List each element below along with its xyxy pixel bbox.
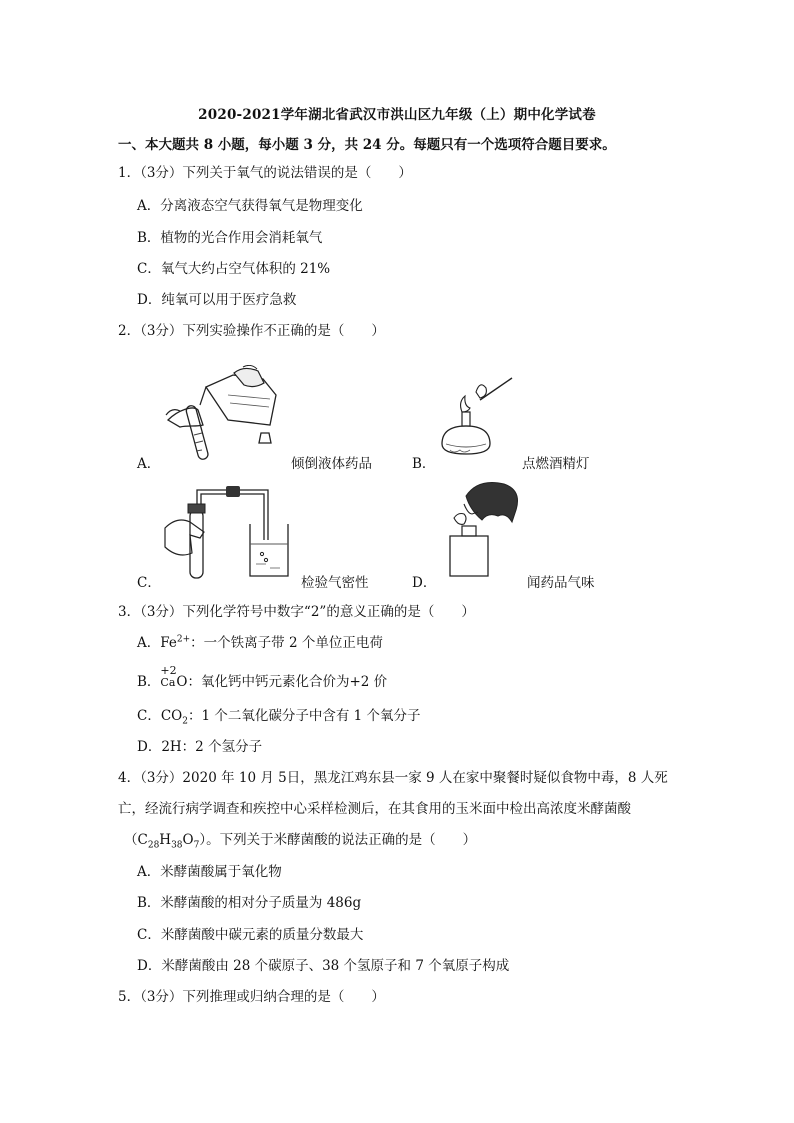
q3-option-b: B． +2 CaO：氧化钙中钙元素化合价为+2 价 [137,664,388,690]
q4-option-a: A．米酵菌酸属于氧化物 [137,864,282,880]
q3-stem: 3．（3分）下列化学符号中数字“2”的意义正确的是（ ） [118,604,475,620]
q2-option-b-letter: B． [412,456,436,472]
q1-option-b: B．植物的光合作用会消耗氧气 [137,230,323,246]
q3-option-d: D．2H：2 个氢分子 [137,739,263,755]
alcohol-lamp-figure [432,372,522,467]
q3-option-a: A．$Fe^{2+}$：一个铁离子带 2 个单位正电荷 [137,634,383,651]
section-header: 一、本大题共 8 小题，每小题 3 分，共 24 分。每题只有一个选项符合题目要求。 [118,137,616,153]
gas-tightness-figure [160,480,300,582]
smelling-chemical-figure [440,478,525,580]
q2-option-b-caption: 点燃酒精灯 [522,456,590,472]
q2-option-d-letter: D． [412,575,437,591]
q1-option-c: C．氧气大约占空气体积的 21% [137,261,331,277]
q1-stem: 1．（3分）下列关于氧气的说法错误的是（ ） [118,165,412,181]
page-title: 2020-2021学年湖北省武汉市洪山区九年级（上）期中化学试卷 [198,107,596,123]
q4-stem-line1: 4．（3分）2020 年 10 月 5日，黑龙江鸡东县一家 9 人在家中聚餐时疑似食物中毒，8 人死 [118,770,668,786]
q3-option-c: C．$CO_2$：1 个二氧化碳分子中含有 1 个氧分子 [137,708,421,727]
pouring-liquid-figure [158,365,288,465]
q5-stem: 5．（3分）下列推理或归纳合理的是（ ） [118,989,385,1005]
q2-stem: 2．（3分）下列实验操作不正确的是（ ） [118,323,385,339]
q1-option-d: D．纯氧可以用于医疗急救 [137,292,297,308]
q4-stem-line3: $(C_{28}H_{38}O_7)$。下列关于米酵菌酸的说法正确的是（ ） [124,832,477,851]
q1-option-a: A．分离液态空气获得氧气是物理变化 [137,198,363,214]
q4-option-d: D．米酵菌酸由 28 个碳原子、38 个氢原子和 7 个氧原子构成 [137,958,510,974]
valence-mark: +2 [160,664,177,677]
q2-option-c-letter: C． [137,575,161,591]
q4-option-b: B．米酵菌酸的相对分子质量为 486g [137,895,362,911]
q4-option-c: C．米酵菌酸中碳元素的质量分数最大 [137,927,364,943]
q2-option-a-letter: A． [137,456,161,472]
q2-option-a-caption: 倾倒液体药品 [291,456,372,472]
q2-option-d-caption: 闻药品气味 [527,575,595,591]
q4-stem-line2: 亡，经流行病学调查和疾控中心采样检测后，在其食用的玉米面中检出高浓度米酵菌酸 [118,801,631,817]
q2-option-c-caption: 检验气密性 [301,575,369,591]
